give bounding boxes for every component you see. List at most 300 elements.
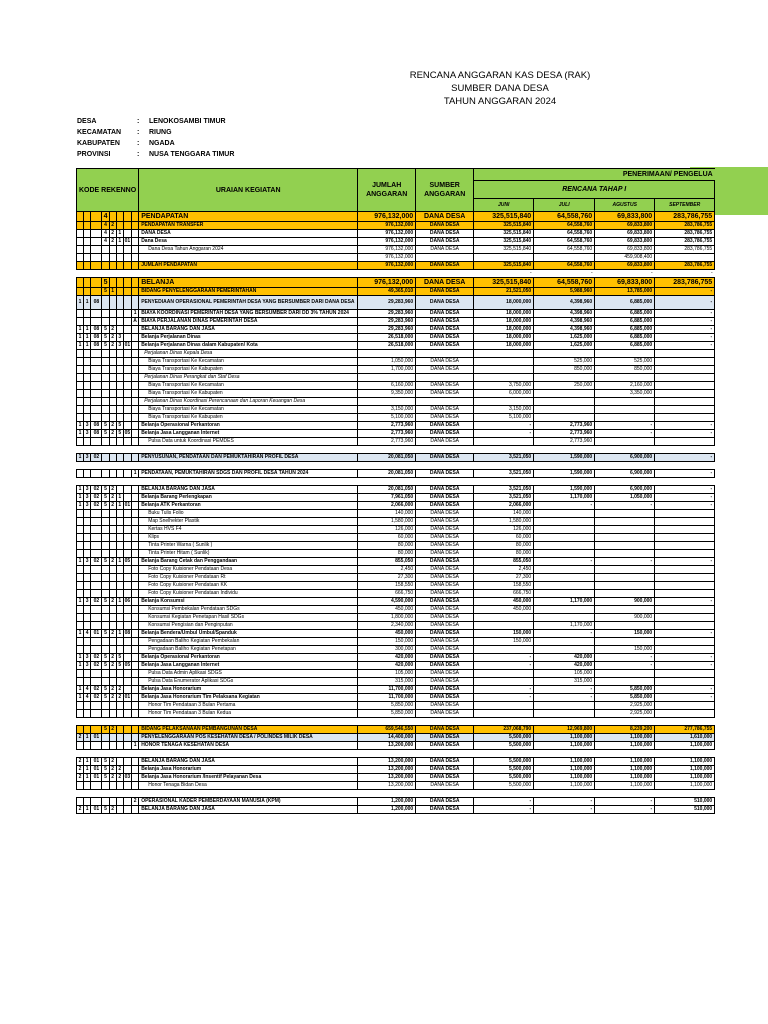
code-cell (123, 454, 131, 462)
table-row (77, 486, 715, 494)
month-value-cell: 1,100,000 (534, 782, 595, 790)
month-value-cell (595, 750, 655, 758)
code-cell: 5 (116, 422, 123, 430)
code-cell (123, 702, 131, 710)
code-cell (109, 374, 116, 382)
amount-cell: 976,132,000 (358, 230, 416, 238)
code-cell: 1 (116, 502, 123, 510)
month-value-cell (474, 374, 534, 382)
info-key: KABUPATEN (77, 140, 120, 147)
code-cell (116, 798, 123, 806)
code-cell (109, 278, 116, 288)
code-cell (84, 382, 91, 390)
code-cell: 3 (84, 502, 91, 510)
month-value-cell: 105,000 (534, 670, 595, 678)
code-cell (91, 470, 102, 478)
code-cell: 2 (77, 758, 84, 766)
month-value-cell: 3,750,000 (474, 382, 534, 390)
table-row (77, 374, 715, 382)
code-cell: 2 (109, 222, 116, 230)
code-cell (116, 350, 123, 358)
month-value-cell: - (595, 806, 655, 814)
code-cell (131, 486, 138, 494)
code-cell: 01 (91, 758, 102, 766)
code-cell (109, 270, 116, 278)
month-value-cell (655, 254, 715, 262)
info-value: NGADA (149, 140, 175, 147)
month-value-cell: 6,900,000 (595, 454, 655, 462)
description-cell: Biaya Transportasi Ke Kabupaten (139, 414, 358, 422)
code-cell (84, 606, 91, 614)
code-cell (102, 470, 109, 478)
table-row (77, 254, 715, 262)
description-cell: Honor Tenaga Bidan Desa (139, 782, 358, 790)
code-cell (84, 270, 91, 278)
table-row (77, 558, 715, 566)
amount-cell (358, 750, 416, 758)
code-cell: 5 (102, 654, 109, 662)
code-cell (116, 390, 123, 398)
description-cell: Foto Copy Kuisioner Pendataan Rt (139, 574, 358, 582)
amount-cell: 140,000 (358, 510, 416, 518)
code-cell (77, 510, 84, 518)
description-cell: Tinta Printer Warna ( Sunlik ) (139, 542, 358, 550)
code-cell: 01 (91, 806, 102, 814)
code-cell (109, 438, 116, 446)
description-cell: Perjalanan Dinas Perangkat dan Staf Desa (139, 374, 358, 382)
month-value-cell: - (595, 430, 655, 438)
code-cell (102, 798, 109, 806)
code-cell: 4 (102, 238, 109, 246)
code-cell (91, 550, 102, 558)
description-cell (139, 462, 358, 470)
code-cell (116, 270, 123, 278)
code-cell: 01 (91, 766, 102, 774)
code-cell: 06 (124, 598, 131, 604)
source-cell: DANA DESA (416, 694, 474, 702)
month-value-cell (655, 542, 715, 550)
month-value-cell: 69,833,800 (595, 246, 655, 254)
table-row (77, 334, 715, 342)
month-value-cell: 450,000 (474, 598, 534, 606)
code-cell (123, 638, 131, 646)
table-row (77, 742, 715, 750)
description-cell: Belanja Perjalanan Dinas (139, 334, 358, 342)
code-cell (102, 398, 109, 406)
month-value-cell: 1,100,000 (595, 774, 655, 782)
code-cell: 1 (77, 334, 84, 342)
month-value-cell: 3,521,050 (474, 454, 534, 462)
code-cell: 4 (84, 630, 91, 638)
month-value-cell (534, 478, 595, 486)
code-cell (91, 382, 102, 390)
month-value-cell: 850,000 (534, 366, 595, 374)
amount-cell: 6,160,000 (358, 382, 416, 390)
code-cell: 5 (102, 422, 109, 430)
code-cell (116, 326, 123, 334)
code-cell (84, 726, 91, 734)
table-row (77, 638, 715, 646)
table-row (77, 438, 715, 446)
amount-cell: 29,283,960 (358, 326, 416, 334)
code-cell (84, 374, 91, 382)
amount-cell: 20,081,050 (358, 454, 416, 462)
month-value-cell (534, 446, 595, 454)
description-cell: Honor Tim Pendataan 3 Bulan Kedua (139, 710, 358, 718)
month-value-cell: 3,521,050 (474, 486, 534, 494)
code-cell (123, 622, 131, 630)
code-cell (102, 646, 109, 654)
month-value-cell: 64,558,760 (534, 212, 595, 222)
description-cell: Tinta Printer Hitam ( Sunlik) (139, 550, 358, 558)
month-value-cell (655, 614, 715, 622)
code-cell: 4 (102, 222, 109, 230)
code-cell (102, 246, 109, 254)
code-cell (77, 542, 84, 550)
info-value: LENOKOSAMBI TIMUR (149, 118, 226, 125)
month-value-cell (595, 518, 655, 526)
document-subtitle: SUMBER DANA DESA (451, 83, 549, 94)
code-cell: 3 (84, 486, 91, 494)
code-cell (109, 526, 116, 534)
month-value-cell: 325,515,840 (474, 262, 534, 270)
info-key: DESA (77, 118, 97, 125)
amount-cell: 976,132,000 (358, 222, 416, 230)
info-row (77, 129, 349, 140)
code-cell (123, 518, 131, 526)
source-cell: DANA DESA (416, 534, 474, 542)
source-cell: DANA DESA (416, 494, 474, 502)
code-cell (131, 222, 138, 230)
code-cell: 5 (102, 758, 109, 766)
info-key: KECAMATAN (77, 129, 122, 136)
code-cell (123, 566, 131, 574)
month-value-cell (595, 446, 655, 454)
source-cell (416, 790, 474, 798)
code-cell (102, 438, 109, 446)
amount-cell: 1,200,000 (358, 798, 416, 806)
code-cell (91, 270, 102, 278)
amount-cell: 9,350,000 (358, 390, 416, 398)
code-cell (77, 382, 84, 390)
source-cell: DANA DESA (416, 654, 474, 662)
code-cell (131, 726, 138, 734)
code-cell (109, 350, 116, 358)
month-value-cell (534, 646, 595, 654)
code-cell (77, 406, 84, 414)
month-value-cell: 4,398,960 (534, 296, 595, 310)
code-cell (109, 366, 116, 374)
month-value-cell (534, 526, 595, 534)
code-cell (131, 614, 138, 622)
month-value-cell (595, 534, 655, 542)
code-cell (102, 638, 109, 646)
source-cell (416, 446, 474, 454)
code-cell (91, 374, 102, 382)
code-cell (102, 390, 109, 398)
description-cell: Pengadaan Baliho Kegiatan Pembekalan (139, 638, 358, 646)
code-cell (102, 614, 109, 622)
code-cell (131, 590, 138, 598)
code-cell: 5 (102, 662, 109, 670)
month-value-cell: 1,170,000 (534, 494, 595, 502)
amount-cell: 13,200,000 (358, 758, 416, 766)
table-row (77, 230, 715, 238)
month-value-cell (595, 678, 655, 686)
description-cell: Belanja Operasional Perkantoran (139, 654, 358, 662)
description-cell: BELANJA BARANG DAN JASA (139, 326, 358, 334)
amount-cell: 158,550 (358, 582, 416, 590)
code-cell (131, 398, 138, 406)
code-cell (131, 510, 138, 518)
month-value-cell: 4,398,960 (534, 326, 595, 334)
source-cell: DANA DESA (416, 422, 474, 430)
code-cell: 5 (102, 686, 109, 694)
code-cell (91, 518, 102, 526)
code-cell: 1 (109, 288, 116, 296)
description-cell: Dana Desa Tahun Anggaran 2024 (139, 246, 358, 254)
description-cell: Foto Copy Kuisioner Pendataan Desa (139, 566, 358, 574)
source-cell: DANA DESA (416, 230, 474, 238)
code-cell (116, 358, 123, 366)
code-cell (131, 278, 138, 288)
code-cell (123, 646, 131, 654)
code-cell (77, 742, 84, 750)
code-cell: 01 (124, 502, 131, 508)
amount-cell: 11,700,000 (358, 694, 416, 702)
code-cell (102, 296, 109, 310)
table-row (77, 614, 715, 622)
code-cell (109, 462, 116, 470)
code-cell (77, 366, 84, 374)
month-value-cell: 18,000,000 (474, 310, 534, 318)
code-cell (123, 398, 131, 406)
month-value-cell: - (534, 630, 595, 638)
source-cell: DANA DESA (416, 550, 474, 558)
code-cell (123, 366, 131, 374)
code-cell (102, 526, 109, 534)
month-value-cell: 1,050,000 (595, 494, 655, 502)
code-cell (84, 398, 91, 406)
month-value-cell (595, 510, 655, 518)
code-cell (102, 574, 109, 582)
month-value-cell: - (655, 326, 715, 334)
code-cell (109, 318, 116, 326)
code-cell (102, 350, 109, 358)
code-cell: 1 (84, 342, 91, 350)
code-cell (109, 798, 116, 806)
code-cell: 02 (91, 494, 102, 502)
code-cell (102, 406, 109, 414)
code-cell (116, 750, 123, 758)
amount-cell: 13,200,000 (358, 782, 416, 790)
code-cell (123, 478, 131, 486)
code-cell (109, 742, 116, 750)
amount-cell: 2,773,960 (358, 430, 416, 438)
code-cell (123, 726, 131, 734)
code-cell (77, 534, 84, 542)
code-cell (109, 414, 116, 422)
source-cell: DANA DESA (416, 470, 474, 478)
header-uraian: URAIAN KEGIATAN (139, 169, 358, 212)
month-value-cell: 6,900,000 (595, 486, 655, 494)
code-cell (131, 734, 138, 742)
month-value-cell: 1,100,000 (534, 766, 595, 774)
code-cell (131, 710, 138, 718)
month-value-cell: 18,000,000 (474, 326, 534, 334)
amount-cell (358, 478, 416, 486)
source-cell: DANA DESA (416, 438, 474, 446)
month-value-cell (655, 374, 715, 382)
code-cell (131, 334, 138, 342)
code-cell (109, 574, 116, 582)
code-cell (109, 382, 116, 390)
code-cell (102, 310, 109, 318)
month-value-cell: 5,500,000 (474, 782, 534, 790)
month-value-cell (534, 510, 595, 518)
month-value-cell: - (595, 502, 655, 510)
month-value-cell: - (534, 686, 595, 694)
code-cell (77, 270, 84, 278)
code-cell (116, 710, 123, 718)
month-value-cell: - (655, 430, 715, 438)
amount-cell: 2,066,000 (358, 502, 416, 510)
code-cell (84, 262, 91, 270)
month-value-cell (474, 446, 534, 454)
code-cell (84, 710, 91, 718)
month-value-cell (655, 526, 715, 534)
code-cell (84, 678, 91, 686)
amount-cell: 1,200,000 (358, 806, 416, 814)
table-row (77, 590, 715, 598)
month-value-cell: 4,398,960 (534, 310, 595, 318)
table-row (77, 310, 715, 318)
month-value-cell (655, 790, 715, 798)
table-row (77, 534, 715, 542)
code-cell (131, 686, 138, 694)
month-value-cell (534, 534, 595, 542)
table-row (77, 518, 715, 526)
code-cell: 05 (124, 662, 131, 668)
code-cell (84, 542, 91, 550)
description-cell: Konsumsi Pembekalan Pendataan SDGs (139, 606, 358, 614)
month-value-cell: 3,521,050 (474, 470, 534, 478)
code-cell (123, 462, 131, 470)
code-cell: 5 (102, 598, 109, 606)
code-cell (116, 790, 123, 798)
code-cell (91, 366, 102, 374)
month-value-cell: 1,170,000 (534, 598, 595, 606)
code-cell (123, 798, 131, 806)
month-value-cell (474, 366, 534, 374)
info-key: PROVINSI (77, 151, 111, 158)
month-value-cell (655, 710, 715, 718)
month-value-cell: 150,000 (595, 646, 655, 654)
description-cell (139, 270, 358, 278)
description-cell (139, 718, 358, 726)
month-juli: JULI (534, 199, 595, 212)
code-cell (77, 238, 84, 246)
amount-cell: 14,400,000 (358, 734, 416, 742)
code-cell: 5 (102, 430, 109, 438)
code-cell: 5 (116, 430, 123, 438)
month-value-cell (655, 358, 715, 366)
code-cell: 5 (102, 342, 109, 350)
code-cell (116, 614, 123, 622)
source-cell: DANA DESA (416, 382, 474, 390)
code-cell: 08 (91, 334, 102, 342)
code-cell (116, 574, 123, 582)
amount-cell: 855,050 (358, 558, 416, 566)
code-cell (84, 646, 91, 654)
month-value-cell: 4,398,960 (534, 318, 595, 326)
source-cell: DANA DESA (416, 246, 474, 254)
month-value-cell: 64,558,760 (534, 238, 595, 246)
code-cell (109, 478, 116, 486)
month-value-cell (534, 550, 595, 558)
code-cell: 3 (84, 422, 91, 430)
month-value-cell (534, 790, 595, 798)
month-value-cell: - (655, 502, 715, 510)
code-cell (109, 718, 116, 726)
code-cell (131, 774, 138, 782)
month-value-cell (474, 614, 534, 622)
month-value-cell (655, 718, 715, 726)
code-cell (131, 638, 138, 646)
description-cell: Belanja Jasa Langganan Internet (139, 662, 358, 670)
month-value-cell: 420,000 (534, 662, 595, 670)
code-cell (123, 734, 131, 742)
amount-cell: 315,000 (358, 678, 416, 686)
month-value-cell: 18,000,000 (474, 334, 534, 342)
month-value-cell: 855,050 (474, 558, 534, 566)
month-value-cell: - (595, 798, 655, 806)
code-cell: 2 (109, 334, 116, 342)
code-cell: 5 (102, 774, 109, 782)
table-row (77, 630, 715, 638)
description-cell: Foto Copy Kuisioner Pendataan Individu (139, 590, 358, 598)
code-cell (91, 446, 102, 454)
code-cell: 5 (102, 766, 109, 774)
code-cell (91, 614, 102, 622)
source-cell: DANA DESA (416, 326, 474, 334)
code-cell: 4 (102, 230, 109, 238)
code-cell (123, 374, 131, 382)
month-value-cell (595, 790, 655, 798)
amount-cell: 2,450 (358, 566, 416, 574)
month-value-cell: 5,850,000 (595, 686, 655, 694)
table-row (77, 646, 715, 654)
table-row (77, 478, 715, 486)
month-value-cell: 1,100,000 (595, 734, 655, 742)
source-cell: DANA DESA (416, 598, 474, 606)
code-cell: 3 (84, 598, 91, 606)
month-value-cell: 69,833,800 (595, 230, 655, 238)
month-value-cell (655, 702, 715, 710)
description-cell: Foto Copy Kuisioner Pendataan KK (139, 582, 358, 590)
code-cell (84, 222, 91, 230)
month-value-cell: - (534, 694, 595, 702)
code-cell (123, 678, 131, 686)
code-cell (77, 638, 84, 646)
code-cell: 3 (84, 662, 91, 670)
code-cell: 5 (102, 630, 109, 638)
table-row (77, 390, 715, 398)
amount-cell: 13,200,000 (358, 742, 416, 750)
month-value-cell (474, 478, 534, 486)
code-cell: 01 (124, 694, 131, 700)
description-cell: DANA DESA (139, 230, 358, 238)
